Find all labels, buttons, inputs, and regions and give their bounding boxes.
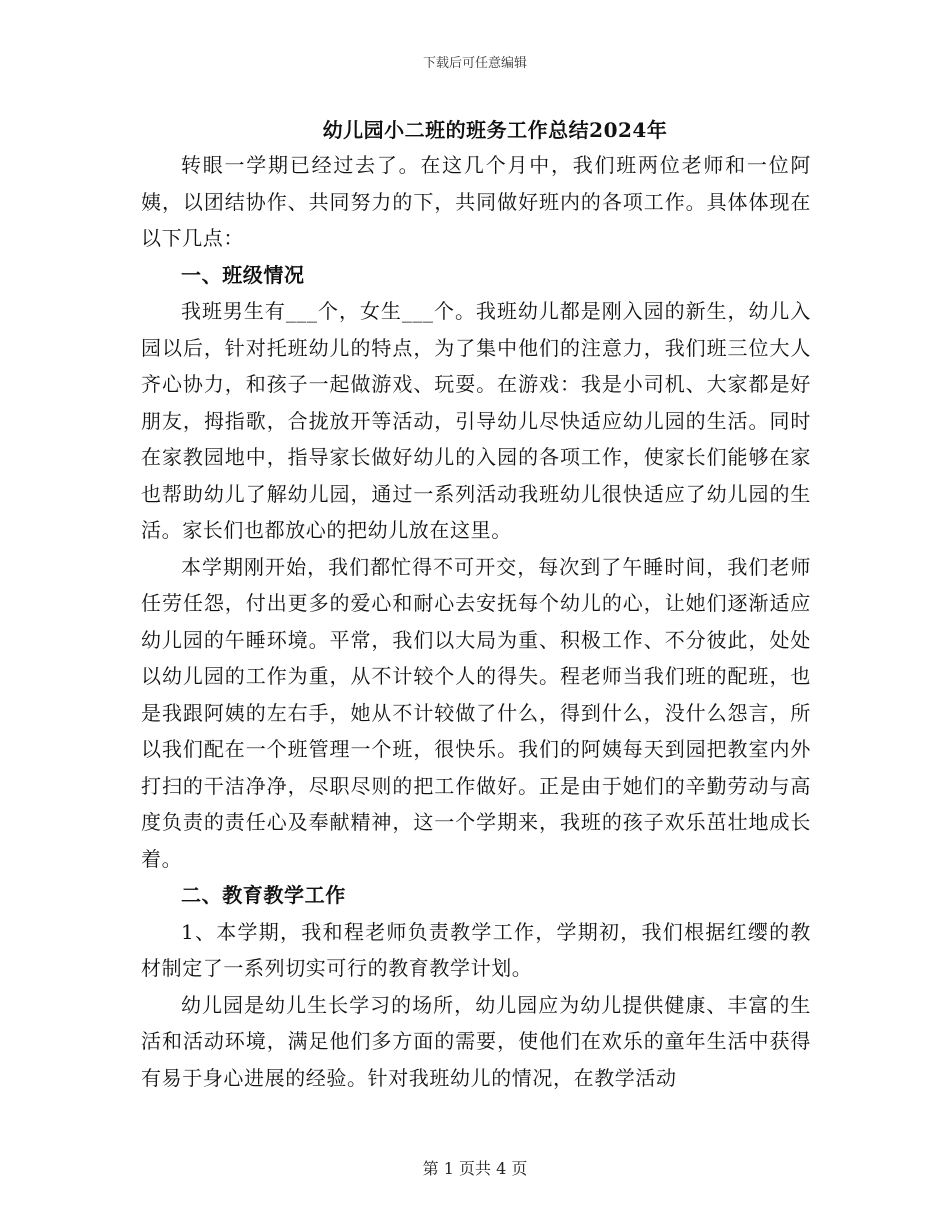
document-title: 幼儿园小二班的班务工作总结2024年	[322, 118, 668, 142]
teachers-paragraph: 本学期刚开始，我们都忙得不可开交，每次到了午睡时间，我们老师任劳任怨，付出更多的爱心和耐心去安抚每个幼儿的心，让她们逐渐适应幼儿园的午睡环境。平常，我们以大局为重、积极工作、不分彼此，处处以幼儿园的工作为重，从不计较个人的得失。程老师当我们班的配班，也是我跟阿姨的左右手，她从不计较做了什么，得到什么，没什么怨言，所以我们配在一个班管理一个班，很快乐。我们的阿姨每天到园把教室内外打扫的干洁净净，尽职尽则的把工作做好。正是由于她们的辛勤劳动与高度负责的责任心及奉献精神，这一个学期来，我班的孩子欢乐茁壮地成长着。	[141, 554, 811, 871]
section-heading-teaching-work: 二、教育教学工作	[181, 883, 346, 907]
header-note: 下载后可任意编辑	[422, 56, 527, 71]
section-heading-class-situation: 一、班级情况	[181, 262, 305, 287]
class-situation-paragraph: 我班男生有___个，女生___个。我班幼儿都是刚入园的新生，幼儿入园以后，针对托班幼儿的特点，为了集中他们的注意力，我们班三位大人齐心协力，和孩子一起做游戏、玩耍。在游戏：我是小司机、大家都是好朋友，拇指歌，合拢放开等活动，引导幼儿尽快适应幼儿园的生活。同时在家教园地中，指导家长做好幼儿的入园的各项工作，使家长们能够在家也帮助幼儿了解幼儿园，通过一系列活动我班幼儿很快适应了幼儿园的生活。家长们也都放心的把幼儿放在这里。	[141, 299, 811, 542]
intro-paragraph: 转眼一学期已经过去了。在这几个月中，我们班两位老师和一位阿姨，以团结协作、共同努力的下，共同做好班内的各项工作。具体体现在以下几点：	[141, 153, 811, 250]
teaching-plan-paragraph: 1、本学期，我和程老师负责教学工作，学期初，我们根据红缨的教材制定了一系列切实可行的教育教学计划。	[141, 919, 811, 980]
document-body	[141, 147, 811, 1096]
environment-paragraph: 幼儿园是幼儿生长学习的场所，幼儿园应为幼儿提供健康、丰富的生活和活动环境，满足他们多方面的需要，使他们在欢乐的童年生活中获得有易于身心进展的经验。针对我班幼儿的情况，在教学活动	[141, 992, 811, 1090]
page-footer: 第 1 页共 4 页	[422, 1159, 528, 1178]
